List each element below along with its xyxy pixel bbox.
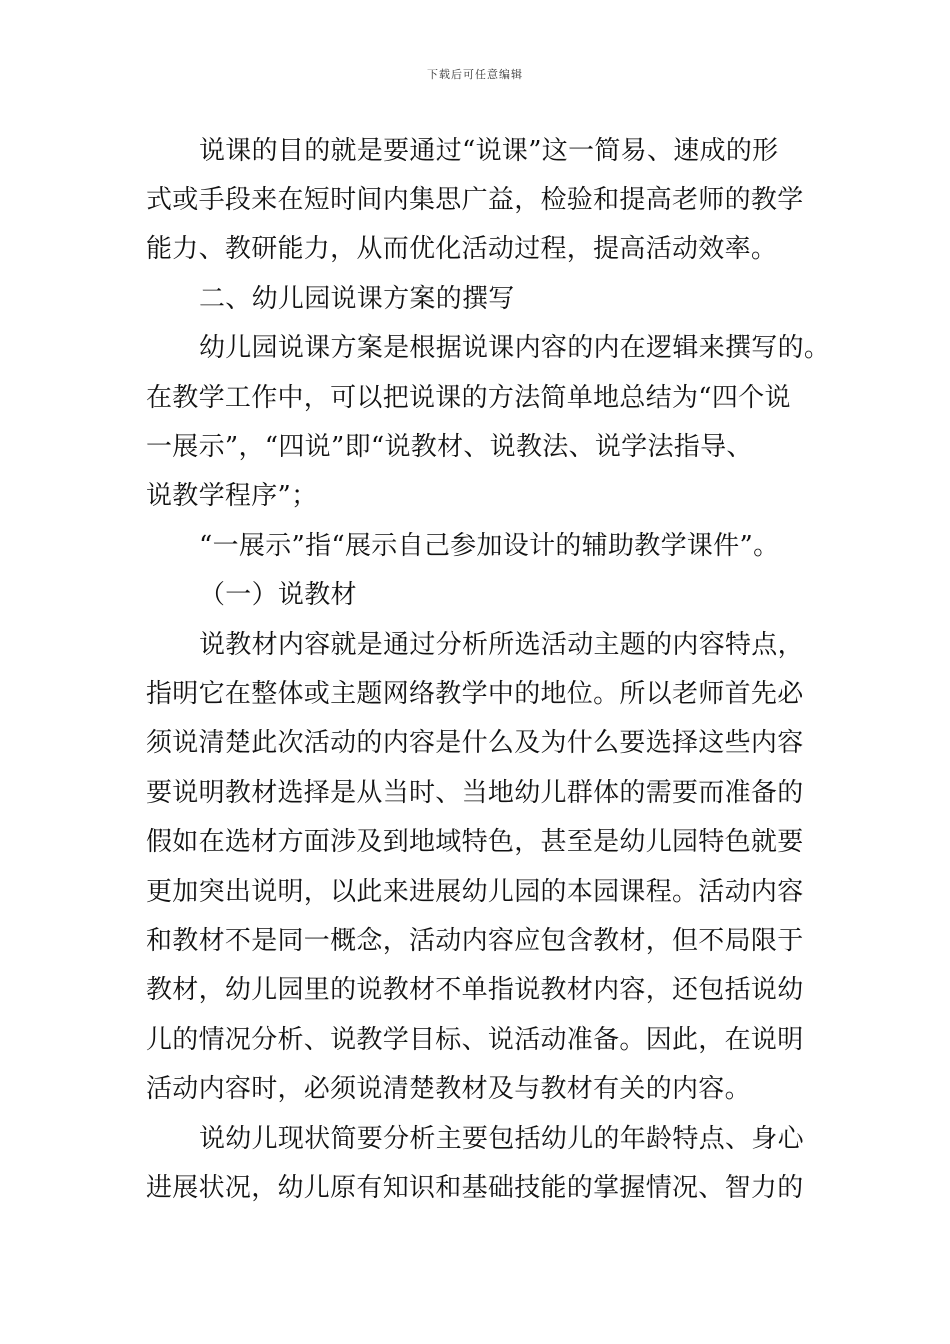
paragraph-line: 在教学工作中，可以把说课的方法简单地总结为“四个说	[146, 383, 791, 413]
paragraph-line: 儿的情况分析、说教学目标、说活动准备。因此，在说明	[146, 1025, 804, 1055]
paragraph-line: 说课的目的就是要通过“说课”这一简易、速成的形	[199, 136, 779, 166]
paragraph-line: 说幼儿现状简要分析主要包括幼儿的年龄特点、身心	[199, 1124, 804, 1154]
paragraph-line: 式或手段来在短时间内集思广益，检验和提高老师的教学	[146, 185, 804, 215]
paragraph-line: 说教材内容就是通过分析所选活动主题的内容特点，	[199, 630, 804, 660]
paragraph-line: 一展示”，“四说”即“说教材、说教法、说学法指导、	[146, 432, 753, 462]
section-heading: 二、幼儿园说课方案的撰写	[199, 284, 515, 314]
paragraph-line: 进展状况，幼儿原有知识和基础技能的掌握情况、智力的	[146, 1173, 804, 1203]
page-header: 下载后可任意编辑	[427, 68, 523, 81]
paragraph-line: 须说清楚此次活动的内容是什么及为什么要选择这些内容	[146, 728, 804, 758]
paragraph-line: “一展示”指“展示自己参加设计的辅助教学课件”。	[199, 531, 780, 561]
paragraph-line: 能力、教研能力，从而优化活动过程，提高活动效率。	[146, 234, 778, 264]
paragraph-line: 教材，幼儿园里的说教材不单指说教材内容，还包括说幼	[146, 975, 804, 1005]
paragraph-line: 说教学程序”；	[146, 481, 318, 511]
paragraph-line: 活动内容时，必须说清楚教材及与教材有关的内容。	[146, 1074, 751, 1104]
paragraph-line: 更加突出说明，以此来进展幼儿园的本园课程。活动内容	[146, 877, 804, 907]
paragraph-line: 假如在选材方面涉及到地域特色，甚至是幼儿园特色就要	[146, 827, 804, 857]
paragraph-line: 指明它在整体或主题网络教学中的地位。所以老师首先必	[146, 679, 804, 709]
paragraph-line: 要说明教材选择是从当时、当地幼儿群体的需要而准备的	[146, 778, 804, 808]
subsection-heading: （一）说教材	[199, 580, 357, 610]
paragraph-line: 和教材不是同一概念，活动内容应包含教材，但不局限于	[146, 926, 804, 956]
paragraph-line: 幼儿园说课方案是根据说课内容的内在逻辑来撰写的。	[199, 333, 831, 363]
